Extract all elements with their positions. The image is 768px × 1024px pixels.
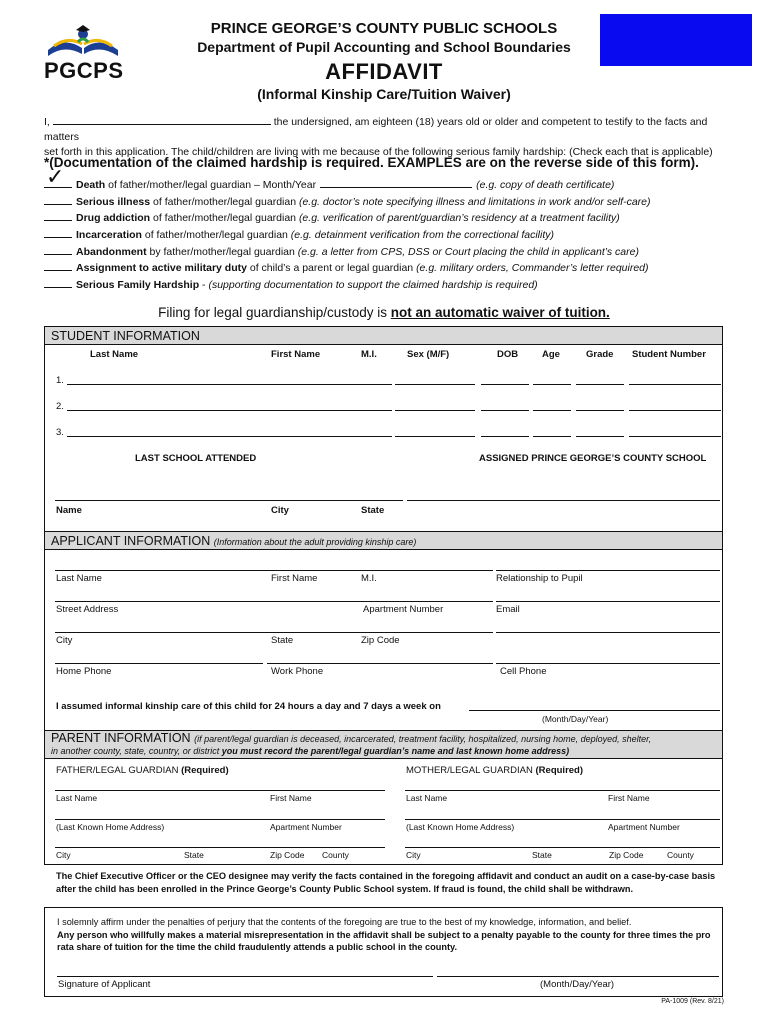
student-2-grade-field[interactable] — [576, 410, 624, 411]
father-label — [56, 765, 229, 776]
student-3-number-field[interactable] — [629, 436, 721, 437]
assumed-date-format: (Month/Day/Year) — [542, 714, 609, 724]
hardship-title: Serious Family Hardship — [76, 279, 200, 292]
student-2-age-field[interactable] — [533, 410, 571, 411]
mother-county-label: County — [667, 850, 694, 860]
father-label-text: FATHER/LEGAL GUARDIAN — [56, 765, 179, 776]
father-name-field[interactable] — [55, 790, 385, 791]
form-subtitle: (Informal Kinship Care/Tuition Waiver) — [257, 86, 511, 102]
parent-heading-text: PARENT INFORMATION — [51, 731, 191, 745]
col-dob: DOB — [497, 349, 519, 360]
affirmation-line2: Any person who willfully makes a material misrepresentation in the affidavit shall be subject to a penalty payable to the county for three times the pro rata share of tuition for the time the child fraudulently attends a public school in the county. — [57, 929, 711, 952]
hardship-row — [44, 277, 744, 294]
hardship-row — [44, 260, 744, 277]
student-2-sex-field[interactable] — [395, 410, 475, 411]
student-section — [44, 326, 723, 532]
hardship-example: (e.g. copy of death certificate) — [476, 179, 615, 191]
father-apt-label: Apartment Number — [270, 822, 342, 832]
city-state-zip-field[interactable] — [55, 632, 493, 633]
street-address-label: Street Address — [56, 604, 119, 615]
cell-phone-label: Cell Phone — [500, 666, 547, 677]
assumed-care-date-field[interactable] — [469, 710, 720, 711]
hardship-list — [44, 164, 744, 294]
hardship-checkbox[interactable] — [44, 194, 72, 205]
applicant-state-label: State — [271, 635, 294, 646]
apartment-number-label: Apartment Number — [363, 604, 444, 615]
mother-apt-label: Apartment Number — [608, 822, 680, 832]
hardship-title: Assignment to active military duty — [76, 262, 247, 275]
hardship-text: of father/mother/legal guardian – Month/Year — [105, 179, 317, 191]
signature-label: Signature of Applicant — [58, 979, 151, 990]
month-year-field[interactable] — [320, 178, 472, 188]
district-name: PRINCE GEORGE’S COUNTY PUBLIC SCHOOLS — [210, 20, 558, 37]
parent-heading-note-2: in another county, state, country, or district — [51, 746, 220, 756]
intro-line2: set forth in this application. The child/children are living with me because of the following serious family hardship: (Check each that is applicable) — [44, 146, 713, 158]
student-2-dob-field[interactable] — [481, 410, 529, 411]
hardship-checkbox[interactable] — [44, 277, 72, 288]
applicant-heading-text: APPLICANT INFORMATION — [51, 534, 211, 548]
cell-phone-field[interactable] — [496, 663, 720, 664]
last-school-label: LAST SCHOOL ATTENDED — [135, 453, 257, 464]
student-3-age-field[interactable] — [533, 436, 571, 437]
form-title: AFFIDAVIT — [325, 59, 443, 84]
father-address-field[interactable] — [55, 819, 385, 820]
student-1-number-field[interactable] — [629, 384, 721, 385]
hardship-row — [44, 244, 744, 261]
row-number-2: 2. — [56, 401, 64, 412]
applicant-name-field[interactable] — [55, 570, 493, 571]
documentation-note: *(Documentation of the claimed hardship is required. EXAMPLES are on the reverse side of this form). — [44, 155, 699, 170]
email-continued-field[interactable] — [496, 632, 720, 633]
mother-label — [406, 765, 583, 776]
mother-city-field[interactable] — [405, 847, 720, 848]
student-3-grade-field[interactable] — [576, 436, 624, 437]
student-2-number-field[interactable] — [629, 410, 721, 411]
father-address-label: (Last Known Home Address) — [56, 822, 165, 832]
student-3-name-field[interactable] — [67, 436, 392, 437]
student-2-name-field[interactable] — [67, 410, 392, 411]
parent-heading-note: (if parent/legal guardian is deceased, incarcerated, treatment facility, hospitalized, nursing home, deployed, shelter, — [194, 734, 652, 744]
mother-label-text: MOTHER/LEGAL GUARDIAN — [406, 765, 533, 776]
mother-zip-label: Zip Code — [609, 850, 644, 860]
assigned-school-field[interactable] — [407, 500, 720, 501]
hardship-example: (e.g. a letter from CPS, DSS or Court placing the child in applicant’s care) — [297, 245, 639, 258]
mother-first-name-label: First Name — [608, 793, 650, 803]
filing-notice — [0, 305, 768, 320]
checkmark-icon: ✓ — [46, 164, 65, 189]
father-zip-label: Zip Code — [270, 850, 305, 860]
hardship-row — [44, 227, 744, 244]
col-sex: Sex (M/F) — [407, 349, 450, 360]
hardship-checkbox[interactable] — [44, 244, 72, 255]
hardship-checkbox[interactable] — [44, 260, 72, 271]
student-1-age-field[interactable] — [533, 384, 571, 385]
signature-field[interactable] — [57, 976, 433, 977]
intro-line1: the undersigned, am eighteen (18) years old or older and competent to testify to the facts and matters — [44, 116, 708, 143]
father-last-name-label: Last Name — [56, 793, 98, 803]
hardship-title: Incarceration — [76, 229, 142, 242]
col-student-number: Student Number — [632, 349, 706, 360]
hardship-example: (e.g. military orders, Commander’s letter required) — [416, 262, 649, 275]
mother-city-label: City — [406, 850, 421, 860]
hardship-checkbox[interactable] — [44, 227, 72, 238]
col-grade: Grade — [586, 349, 614, 360]
email-field[interactable] — [496, 601, 720, 602]
school-name-label: Name — [56, 505, 82, 516]
school-state-label: State — [361, 505, 385, 516]
row-number-1: 1. — [56, 375, 64, 386]
relationship-label: Relationship to Pupil — [496, 573, 583, 584]
mother-address-field[interactable] — [405, 819, 720, 820]
affirmation-line1: I solemnly affirm under the penalties of perjury that the contents of the foregoing are true to the best of my knowledge, information, and belief. — [57, 917, 632, 927]
father-state-label: State — [184, 850, 204, 860]
form-number: PA-1009 (Rev. 8/21) — [661, 998, 724, 1005]
applicant-city-label: City — [56, 635, 73, 646]
applicant-name-blank[interactable] — [53, 115, 271, 125]
hardship-title: Death — [76, 179, 106, 191]
hardship-text: of father/mother/legal guardian — [150, 195, 299, 208]
hardship-example: (e.g. detainment verification from the correctional facility) — [290, 229, 554, 242]
home-phone-field[interactable] — [55, 663, 263, 664]
assigned-school-label: ASSIGNED PRINCE GEORGE’S COUNTY SCHOOL — [479, 453, 707, 464]
hardship-row — [44, 164, 744, 194]
applicant-heading — [45, 532, 722, 550]
hardship-example: (supporting documentation to support the claimed hardship is required) — [208, 279, 538, 292]
intro-paragraph — [44, 115, 734, 160]
student-1-sex-field[interactable] — [395, 384, 475, 385]
relationship-field[interactable] — [496, 570, 720, 571]
department-name: Department of Pupil Accounting and School Boundaries — [197, 39, 571, 55]
parent-heading-note-bold: you must record the parent/legal guardian’s name and last known home address) — [219, 746, 570, 756]
student-1-name-field[interactable] — [67, 384, 392, 385]
student-3-sex-field[interactable] — [395, 436, 475, 437]
applicant-first-name-label: First Name — [271, 573, 318, 584]
signature-date-field[interactable] — [437, 976, 719, 977]
father-county-label: County — [322, 850, 349, 860]
parent-heading — [45, 731, 722, 759]
mother-name-field[interactable] — [405, 790, 720, 791]
last-school-field[interactable] — [55, 500, 403, 501]
mother-last-name-label: Last Name — [406, 793, 448, 803]
student-1-dob-field[interactable] — [481, 384, 529, 385]
mother-required: (Required) — [535, 765, 584, 776]
father-city-field[interactable] — [55, 847, 385, 848]
hardship-title: Serious illness — [76, 195, 151, 208]
hardship-title: Drug addiction — [76, 212, 151, 225]
signature-date-label: (Month/Day/Year) — [540, 979, 615, 990]
applicant-last-name-label: Last Name — [56, 573, 102, 584]
hardship-text: by father/mother/legal guardian — [146, 245, 298, 258]
logo-wordmark: PGCPS — [44, 58, 124, 83]
student-heading: STUDENT INFORMATION — [45, 327, 722, 345]
work-phone-field[interactable] — [267, 663, 493, 664]
hardship-row — [44, 194, 744, 211]
applicant-zip-label: Zip Code — [361, 635, 400, 646]
home-phone-label: Home Phone — [56, 666, 112, 677]
school-city-label: City — [271, 505, 289, 516]
hardship-text: - — [199, 279, 209, 292]
hardship-example: (e.g. verification of parent/guardian’s residency at a treatment facility) — [298, 212, 620, 225]
hardship-title: Abandonment — [76, 245, 147, 258]
email-label: Email — [496, 604, 520, 615]
mother-address-label: (Last Known Home Address) — [406, 822, 515, 832]
filing-strong: not an automatic waiver of tuition. — [390, 305, 610, 320]
hardship-example: (e.g. doctor’s note specifying illness and limitations in work and/or self-care) — [298, 195, 651, 208]
legal-notice: The Chief Executive Officer or the CEO designee may verify the facts contained in the foregoing affidavit and conduct an audit on a case-by-case basis after the child has been enrolled in the Prince George’s County Public School system. If fraud is found, the child shall be withdrawn. — [56, 871, 716, 894]
affirmation-section — [44, 907, 723, 997]
hardship-row — [44, 210, 744, 227]
col-last-name: Last Name — [90, 349, 139, 360]
father-required: (Required) — [181, 765, 229, 776]
work-phone-label: Work Phone — [271, 666, 324, 677]
mother-state-label: State — [532, 850, 552, 860]
col-age: Age — [542, 349, 560, 360]
applicant-heading-note: (Information about the adult providing kinship care) — [213, 537, 417, 547]
father-city-label: City — [56, 850, 71, 860]
father-first-name-label: First Name — [270, 793, 312, 803]
student-1-grade-field[interactable] — [576, 384, 624, 385]
hardship-checkbox[interactable] — [44, 210, 72, 221]
hardship-text: of father/mother/legal guardian — [150, 212, 299, 225]
parent-section — [44, 730, 723, 865]
hardship-checkbox[interactable] — [44, 164, 72, 189]
intro-prefix: I, — [44, 116, 50, 128]
street-address-field[interactable] — [55, 601, 493, 602]
hardship-text: of child’s a parent or legal guardian — [246, 262, 417, 275]
col-first-name: First Name — [271, 349, 321, 360]
col-mi: M.I. — [361, 349, 377, 360]
applicant-mi-label: M.I. — [361, 573, 377, 584]
student-3-dob-field[interactable] — [481, 436, 529, 437]
row-number-3: 3. — [56, 427, 64, 438]
applicant-section — [44, 531, 723, 731]
affirmation-text — [57, 916, 712, 954]
assumed-care-label: I assumed informal kinship care of this child for 24 hours a day and 7 days a week on — [56, 701, 441, 712]
filing-text: Filing for legal guardianship/custody is — [158, 305, 391, 320]
hardship-text: of father/mother/legal guardian — [141, 229, 291, 242]
